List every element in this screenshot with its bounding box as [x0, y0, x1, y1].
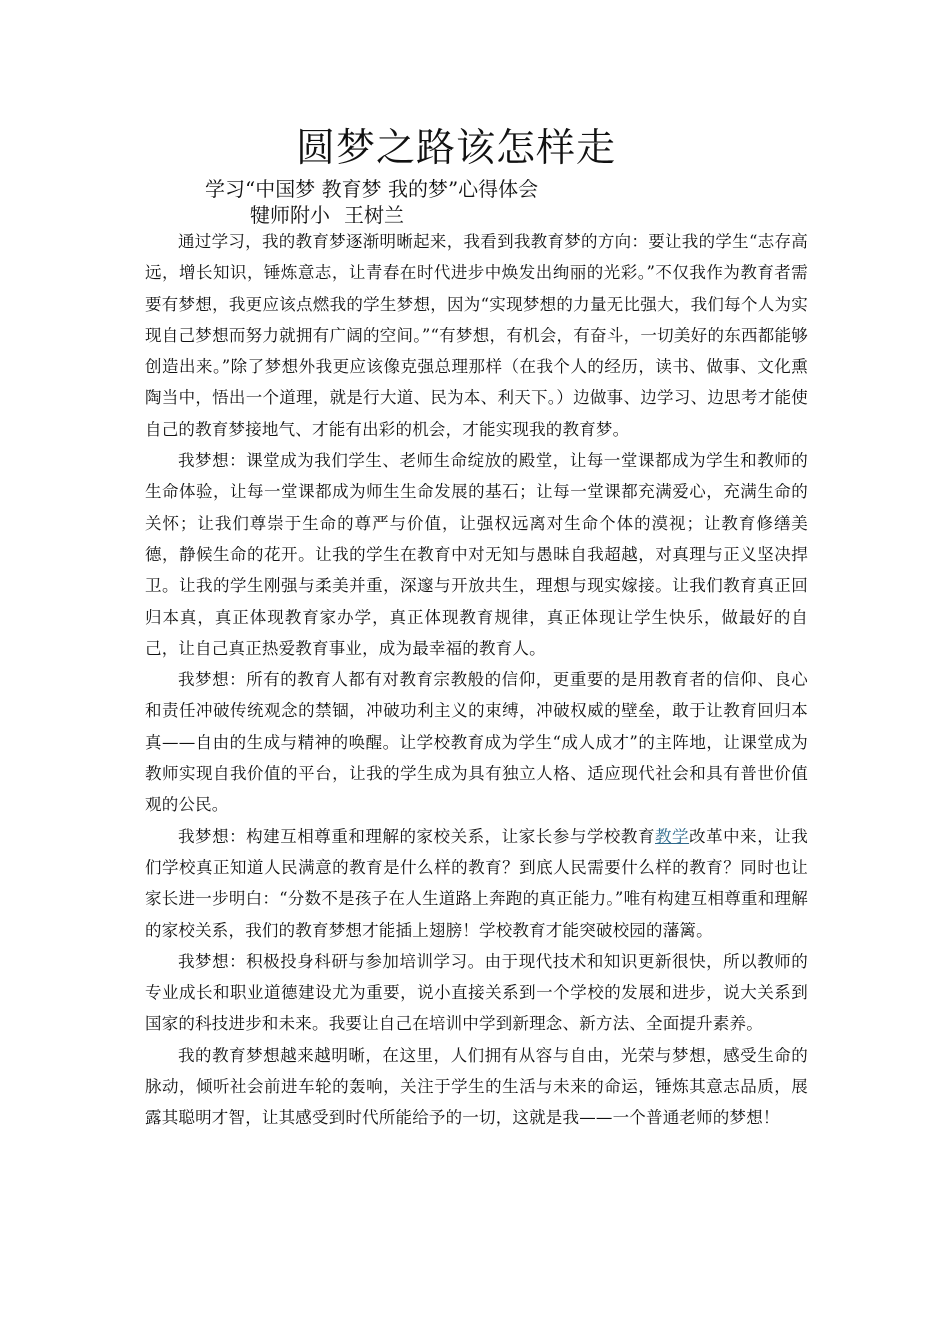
document-title: 圆梦之路该怎样走: [295, 126, 616, 171]
document-body: [145, 226, 808, 1134]
paragraph-1: 通过学习，我的教育梦逐渐明晰起来，我看到我教育梦的方向：要让我的学生“志存高远，增长知识，锤炼意志，让青春在时代进步中焕发出绚丽的光彩。”不仅我作为教育者需要有梦想，我更应该点燃我的学生梦想，因为“实现梦想的力量无比强大，我们每个人为实现自己梦想而努力就拥有广阔的空间。”“有梦想，有机会，有奋斗，一切美好的东西都能够创造出来。”除了梦想外我更应该像克强总理那样（在我个人的经历，读书、做事、文化熏陶当中，悟出一个道理，就是行大道、民为本、利天下。）边做事、边学习、边思考才能使自己的教育梦接地气、才能有出彩的机会，才能实现我的教育梦。: [145, 232, 808, 439]
paragraph-3: 我梦想：所有的教育人都有对教育宗教般的信仰，更重要的是用教育者的信仰、良心和责任冲破传统观念的禁锢，冲破功利主义的束缚，冲破权威的壁垒，敢于让教育回归本真——自由的生成与精神的唤醒。让学校教育成为学生“成人成才”的主阵地，让课堂成为教师实现自我价值的平台，让我的学生成为具有独立人格、适应现代社会和具有普世价值观的公民。: [145, 670, 808, 815]
paragraph-6: 我的教育梦想越来越明晰，在这里，人们拥有从容与自由，光荣与梦想，感受生命的脉动，倾听社会前进车轮的轰响，关注于学生的生活与未来的命运，锤炼其意志品质，展露其聪明才智，让其感受到时代所能给予的一切，这就是我——一个普通老师的梦想！: [145, 1045, 808, 1128]
author-school: 犍师附小: [250, 203, 330, 227]
paragraph-5: 我梦想：积极投身科研与参加培训学习。由于现代技术和知识更新很快，所以教师的专业成长和职业道德建设尤为重要，说小直接关系到一个学校的发展和进步，说大关系到国家的科技进步和未来。我要让自己在培训中学到新理念、新方法、全面提升素养。: [145, 951, 808, 1034]
paragraph-4: [145, 821, 808, 946]
author-name: 王树兰: [344, 203, 404, 227]
document-subtitle: 学习“中国梦 教育梦 我的梦”心得体会: [205, 177, 539, 201]
paragraph-4-before-link: 我梦想：构建互相尊重和理解的家校关系，让家长参与学校教育: [178, 826, 655, 846]
teaching-link[interactable]: 教学: [655, 826, 690, 846]
paragraph-4-after-link: 改革中来，让我们学校真正知道人民满意的教育是什么样的教育？到底人民需要什么样的教育？同时也让家长进一步明白：“分数不是孩子在人生道路上奔跑的真正能力。”唯有构建互相尊重和理解的家校关系，我们的教育梦想才能插上翅膀！学校教育才能突破校园的藩篱。: [145, 826, 808, 940]
author-line: [250, 202, 404, 228]
paragraph-2: 我梦想：课堂成为我们学生、老师生命绽放的殿堂，让每一堂课都成为学生和教师的生命体验，让每一堂课都成为师生生命发展的基石；让每一堂课都充满爱心，充满生命的关怀；让我们尊崇于生命的尊严与价值，让强权远离对生命个体的漠视；让教育修缮美德，静候生命的花开。让我的学生在教育中对无知与愚昧自我超越，对真理与正义坚决捍卫。让我的学生刚强与柔美并重，深邃与开放共生，理想与现实嫁接。让我们教育真正回归本真，真正体现教育家办学，真正体现教育规律，真正体现让学生快乐，做最好的自己，让自己真正热爱教育事业，成为最幸福的教育人。: [145, 451, 808, 658]
